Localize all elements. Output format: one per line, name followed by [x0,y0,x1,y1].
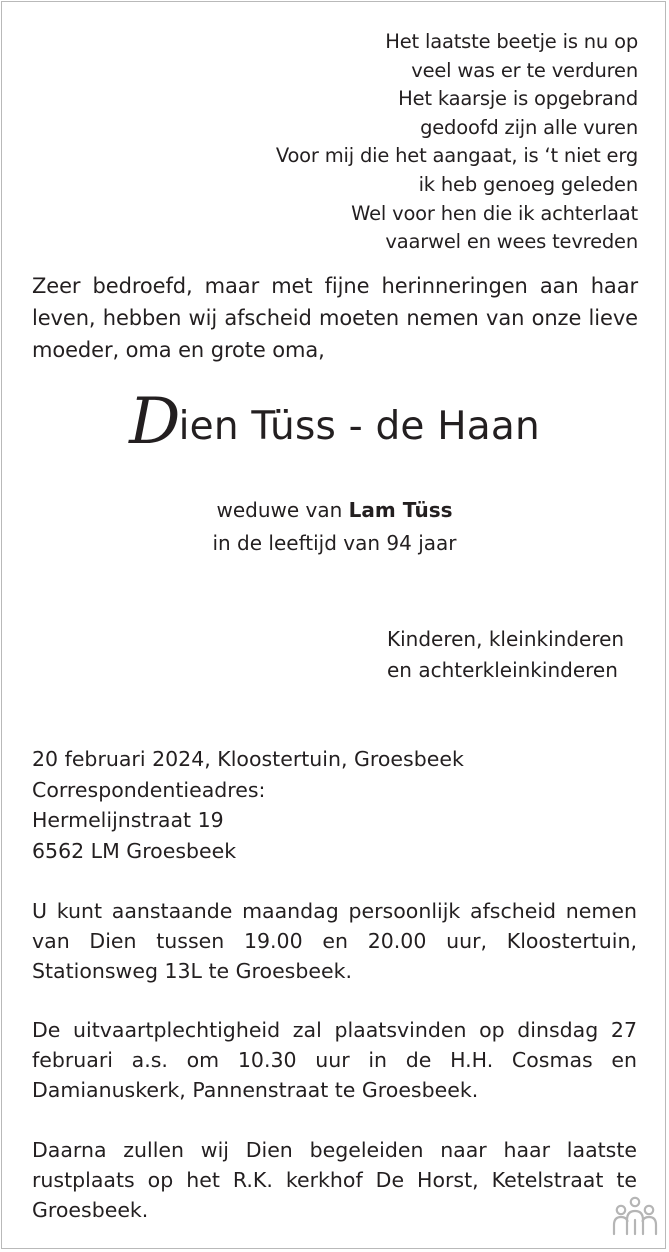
visitation-paragraph: U kunt aanstaande maandag persoonlijk afscheid nemen van Dien tussen 19.00 en 20.00 uur, Kloostertuin, Stationsweg 13L te Groesbeek. [32,899,637,983]
widow-line [0,494,669,527]
widow-info [0,494,669,560]
funeral-paragraph: De uitvaartplechtigheid zal plaatsvinden op dinsdag 27 februari a.s. om 10.30 uur in de H.H. Cosmas en Damianuskerk, Pannenstraat te Groesbeek. [32,1018,637,1102]
spouse-name: Lam Tüss [348,498,453,522]
poem-line: Het kaarsje is opgebrand [398,87,638,111]
postcode-line: 6562 LM Groesbeek [32,838,237,863]
poem-line: vaarwel en wees tevreden [385,230,638,254]
name-initial: D [129,385,181,459]
family-signature [387,624,624,686]
address-block [32,744,464,866]
poem [276,28,638,257]
burial-paragraph: Daarna zullen wij Dien begeleiden naar haar laatste rustplaats op het R.K. kerkhof De Horst, Ketelstraat te Groesbeek. [32,1138,637,1222]
correspondence-label: Correspondentieadres: [32,777,266,802]
poem-line: Wel voor hen die ik achterlaat [351,201,638,225]
street-line: Hermelijnstraat 19 [32,808,224,832]
family-line: en achterkleinkinderen [387,658,618,682]
deceased-name [0,385,669,459]
poem-line: veel was er te verduren [411,58,638,82]
widow-prefix: weduwe van [216,498,349,522]
poem-line: Het laatste beetje is nu op [385,30,638,53]
poem-line: ik heb genoeg geleden [418,172,638,196]
poem-line: Voor mij die het aangaat, is ‘t niet erg [275,144,638,168]
family-line: Kinderen, kleinkinderen [387,627,625,651]
date-place-line: 20 februari 2024, Kloostertuin, Groesbeek [32,747,464,771]
age-line: in de leeftijd van 94 jaar [212,531,457,555]
intro-text: Zeer bedroefd, maar met fijne herinneringen aan haar leven, hebben wij afscheid moeten nemen van onze lieve moeder, oma en grote oma, [32,274,638,362]
poem-line: gedoofd zijn alle vuren [420,115,638,139]
name-rest: ien Tüss - de Haan [178,404,540,449]
family-people-icon [611,1196,659,1236]
